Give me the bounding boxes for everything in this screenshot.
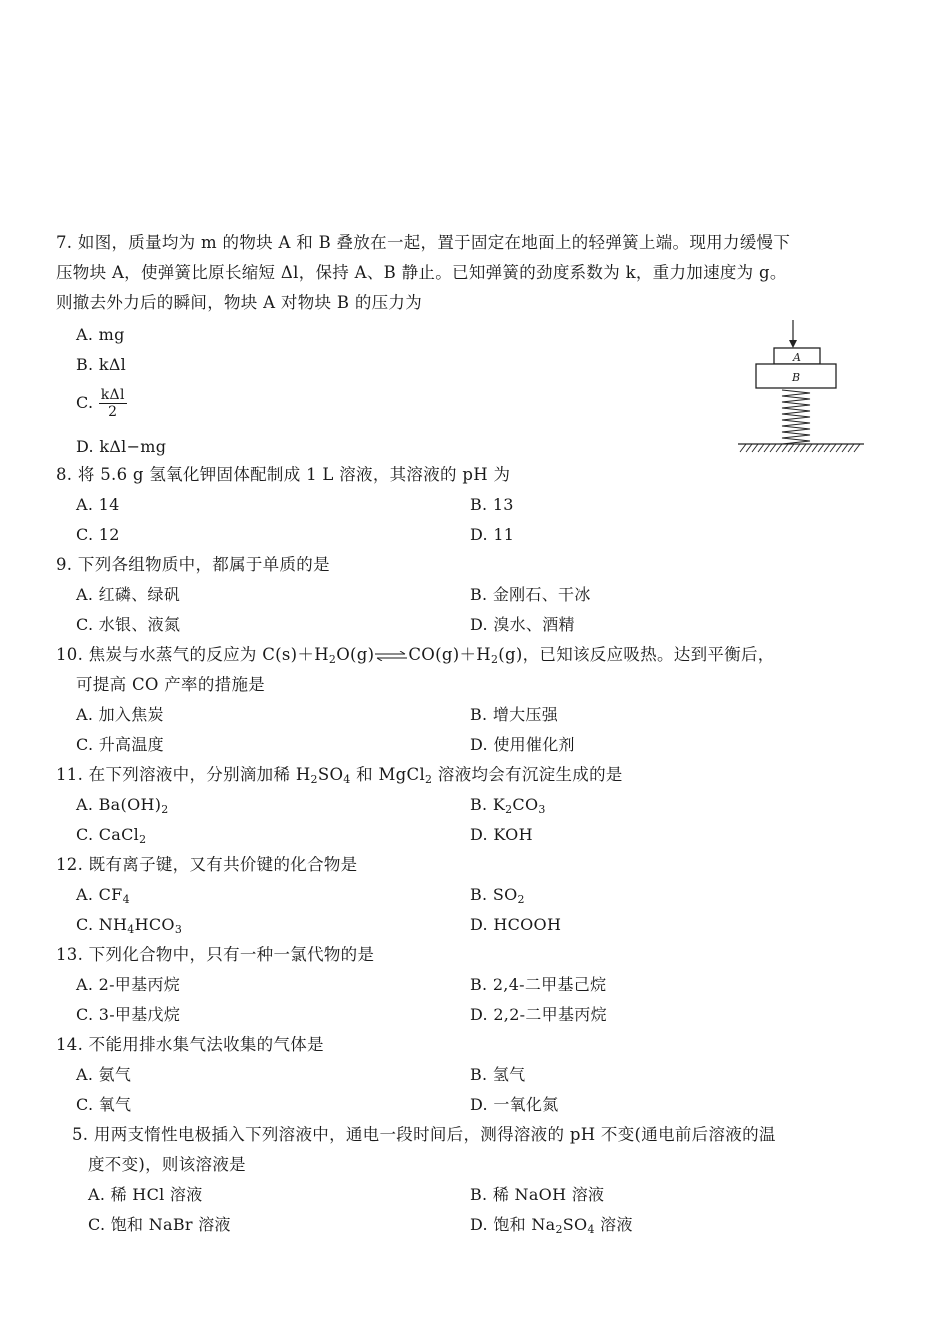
- q14-stem: 14. 不能用排水集气法收集的气体是: [56, 1035, 324, 1054]
- q11-stem-part1: 11. 在下列溶液中，分别滴加稀 H: [56, 765, 311, 784]
- q14-option-b: B. 氢气: [470, 1065, 526, 1084]
- q11-b-text: B. K: [470, 795, 506, 814]
- q15-option-d: [470, 1210, 633, 1245]
- q7-option-a: A. mg: [76, 325, 125, 344]
- q13-option-d: D. 2,2-二甲基丙烷: [470, 1005, 607, 1024]
- force-arrow-head: [789, 340, 797, 348]
- q8-option-d: D. 11: [470, 525, 515, 544]
- q9-option-a: A. 红磷、绿矾: [76, 585, 181, 604]
- q12-b-text: B. SO: [470, 885, 518, 904]
- q12-a-text: A. CF: [76, 885, 123, 904]
- q13-option-c: C. 3-甲基戊烷: [76, 1005, 181, 1024]
- q12-c-sub2: 3: [174, 923, 183, 936]
- q14-option-c: C. 氧气: [76, 1095, 132, 1114]
- q15-d-sub: 2: [555, 1223, 563, 1236]
- q15-d-text: D. 饱和 Na: [470, 1215, 556, 1234]
- q11-c-sub: 2: [139, 833, 147, 846]
- q8-stem: 8. 将 5.6 g 氢氧化钾固体配制成 1 L 溶液，其溶液的 pH 为: [56, 465, 511, 484]
- q7-stem-line3: 则撤去外力后的瞬间，物块 A 对物块 B 的压力为: [56, 293, 423, 312]
- q10-stem-part4: (g)，已知该反应吸热。达到平衡后，: [498, 645, 775, 664]
- q8-option-c: C. 12: [76, 525, 120, 544]
- q10-stem-part1: 10. 焦炭与水蒸气的反应为 C(s)＋H: [56, 645, 329, 664]
- q11-a-sub: 2: [161, 803, 169, 816]
- q10-option-a: A. 加入焦炭: [76, 705, 164, 724]
- q7-option-c-prefix: C.: [76, 393, 94, 412]
- q11-stem-part2: SO: [317, 765, 344, 784]
- q14-option-d: D. 一氧化氮: [470, 1095, 559, 1114]
- q7-option-c: [76, 388, 127, 419]
- q12-c-text: C. NH: [76, 915, 128, 934]
- q7-option-d: D. kΔl−mg: [76, 437, 167, 456]
- q9-option-d: D. 溴水、酒精: [470, 615, 575, 634]
- spring-blocks-figure: [736, 318, 866, 458]
- equilibrium-arrow: [374, 651, 408, 661]
- q11-sub: 4: [343, 773, 351, 786]
- q8-option-a: A. 14: [76, 495, 120, 514]
- q12-option-d: D. HCOOH: [470, 915, 562, 934]
- q10-sub: 2: [328, 653, 337, 666]
- q11-sub: 2: [425, 773, 433, 786]
- q15-option-a: A. 稀 HCl 溶液: [88, 1185, 203, 1204]
- q14-option-a: A. 氨气: [76, 1065, 132, 1084]
- q11-option-d: D. KOH: [470, 825, 533, 844]
- q8-option-b: B. 13: [470, 495, 514, 514]
- block-b-label: B: [791, 371, 801, 384]
- q12-c-text2: HCO: [134, 915, 175, 934]
- q10-option-b: B. 增大压强: [470, 705, 559, 724]
- q9-option-b: B. 金刚石、干冰: [470, 585, 591, 604]
- q11-stem-part3: 和 MgCl: [350, 765, 426, 784]
- q7-option-c-numerator: kΔl: [100, 387, 125, 403]
- q10-option-d: D. 使用催化剂: [470, 735, 575, 754]
- q12-stem: 12. 既有离子键，又有共价键的化合物是: [56, 855, 358, 874]
- q12-b-sub: 2: [517, 893, 525, 906]
- q10-stem-part2: O(g): [336, 645, 375, 664]
- q15-d-text2: SO: [562, 1215, 588, 1234]
- q11-b-sub2: 3: [538, 803, 546, 816]
- q11-stem-part4: 溶液均会有沉淀生成的是: [432, 765, 623, 784]
- q7-option-b: B. kΔl: [76, 355, 127, 374]
- q7-option-c-fraction: [99, 388, 127, 419]
- ground-hatching: [740, 444, 860, 452]
- block-a-label: A: [793, 351, 801, 364]
- q13-option-a: A. 2-甲基丙烷: [76, 975, 181, 994]
- q13-option-b: B. 2,4-二甲基己烷: [470, 975, 607, 994]
- q7-stem-line2: 压物块 A，使弹簧比原长缩短 Δl，保持 A、B 静止。已知弹簧的劲度系数为 k，重力加速度为 g。: [56, 263, 787, 282]
- q10-option-c: C. 升高温度: [76, 735, 164, 754]
- q12-c-sub: 4: [127, 923, 135, 936]
- q7-option-c-denominator: 2: [108, 404, 118, 420]
- q9-stem: 9. 下列各组物质中，都属于单质的是: [56, 555, 330, 574]
- q15-d-text3: 溶液: [594, 1215, 633, 1234]
- q9-option-c: C. 水银、液氮: [76, 615, 181, 634]
- q11-b-text2: CO: [512, 795, 539, 814]
- q15-option-c: C. 饱和 NaBr 溶液: [88, 1215, 231, 1234]
- q15-stem-line1: 5. 用两支惰性电极插入下列溶液中，通电一段时间后，测得溶液的 pH 不变(通电前后溶液的温: [72, 1125, 776, 1144]
- q15-stem-line2: 度不变)，则该溶液是: [88, 1155, 246, 1174]
- q7-stem-line1: 7. 如图，质量均为 m 的物块 A 和 B 叠放在一起，置于固定在地面上的轻弹簧上端。现用力缓慢下: [56, 233, 791, 252]
- q11-c-text: C. CaCl: [76, 825, 140, 844]
- q13-stem: 13. 下列化合物中，只有一种一氯代物的是: [56, 945, 375, 964]
- q15-option-b: B. 稀 NaOH 溶液: [470, 1185, 605, 1204]
- q10-sub: 2: [490, 653, 499, 666]
- q11-a-text: A. Ba(OH): [76, 795, 162, 814]
- spring: [782, 390, 810, 444]
- q11-sub: 2: [310, 773, 318, 786]
- q15-d-sub2: 4: [587, 1223, 595, 1236]
- q12-a-sub: 4: [122, 893, 130, 906]
- q11-b-sub: 2: [505, 803, 513, 816]
- q10-stem-part3: CO(g)＋H: [408, 645, 491, 664]
- q10-stem-line2: 可提高 CO 产率的措施是: [76, 675, 266, 694]
